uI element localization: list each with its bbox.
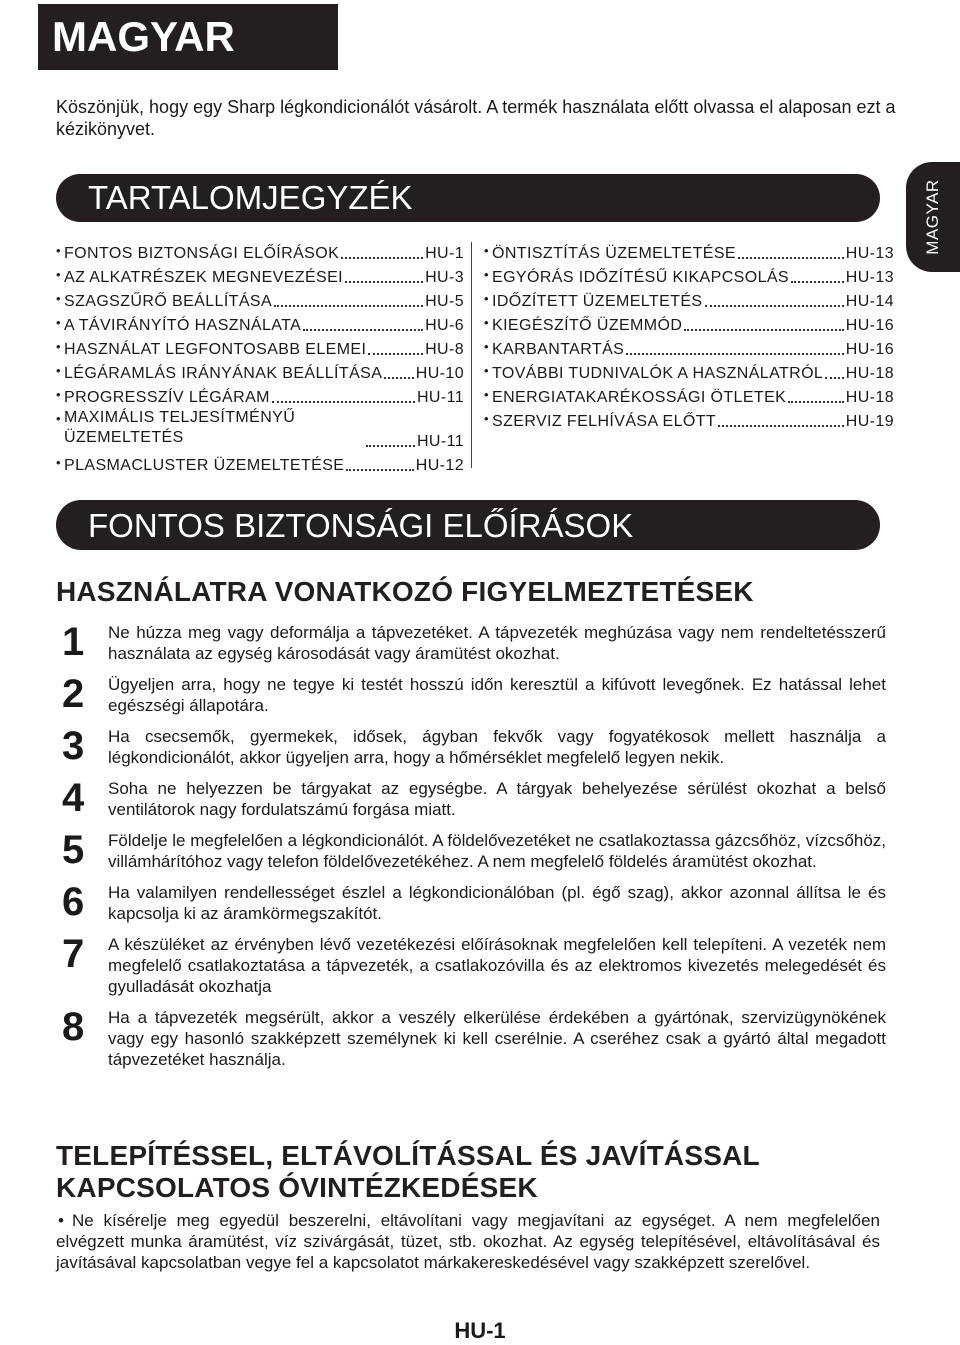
toc-item-page: HU-10 (415, 365, 464, 382)
toc-item-page: HU-5 (425, 293, 464, 310)
toc-item-page: HU-12 (415, 457, 464, 474)
warnings-list (56, 622, 886, 1070)
bullet: • (56, 339, 61, 354)
toc-heading: TARTALOMJEGYZÉK (56, 174, 880, 222)
warning-item (56, 778, 886, 820)
bullet: • (56, 387, 61, 402)
toc-left-column (56, 240, 464, 476)
toc-item-page: HU-6 (425, 317, 464, 334)
toc-item-title: MAXIMÁLIS TELJESÍTMÉNYŰ ÜZEMELTETÉS (64, 409, 296, 446)
bullet: • (484, 243, 489, 258)
warning-item (56, 934, 886, 997)
toc-item-title: FONTOS BIZTONSÁGI ELŐÍRÁSOK (64, 245, 340, 262)
toc-item (56, 288, 464, 312)
side-tab-label: MAGYAR (923, 179, 942, 255)
install-precautions-title: TELEPÍTÉSSEL, ELTÁVOLÍTÁSSAL ÉS JAVÍTÁSSAL KAPCSOLATOS ÓVINTÉZKEDÉSEK (56, 1140, 760, 1203)
toc-item-title: HASZNÁLAT LEGFONTOSABB ELEMEI (64, 341, 367, 358)
toc-item (56, 336, 464, 360)
toc-item-title: ÖNTISZTÍTÁS ÜZEMELTETÉSE (492, 245, 736, 262)
toc-leader-dots (825, 377, 844, 379)
bullet: • (484, 315, 489, 330)
toc-item-page: HU-3 (425, 269, 464, 286)
warning-number: 1 (62, 620, 85, 664)
bullet: • (56, 315, 61, 330)
bullet: • (58, 1211, 64, 1230)
toc-item (56, 264, 464, 288)
toc-leader-dots (684, 329, 843, 331)
toc-item-page: HU-13 (845, 269, 894, 286)
warning-number: 6 (62, 880, 85, 924)
toc-leader-dots (346, 469, 413, 471)
toc-item-title: ENERGIATAKARÉKOSSÁGI ÖTLETEK (492, 389, 787, 406)
toc-leader-dots (384, 377, 413, 379)
warning-number: 4 (62, 776, 85, 820)
toc-leader-dots (705, 305, 844, 307)
toc-item-title: IDŐZÍTETT ÜZEMELTETÉS (492, 293, 703, 310)
install-precautions-text (56, 1210, 880, 1273)
toc-leader-dots (788, 401, 844, 403)
warning-text: Ügyeljen arra, hogy ne tegye ki testét hosszú időn keresztül a kifúvott levegőnek. Ez hatással lehet egészségi állapotára. (108, 675, 886, 715)
toc-item (56, 360, 464, 384)
toc-item-page: HU-13 (845, 245, 894, 262)
toc-item (484, 264, 894, 288)
bullet: • (56, 267, 61, 282)
toc-leader-dots (738, 257, 844, 259)
page-number: HU-1 (454, 1318, 506, 1343)
bullet: • (56, 455, 61, 470)
warning-item (56, 882, 886, 924)
bullet: • (56, 243, 61, 258)
toc-item (484, 288, 894, 312)
toc-item (484, 384, 894, 408)
toc-item-title: AZ ALKATRÉSZEK MEGNEVEZÉSEI (64, 269, 344, 286)
toc-right-column (484, 240, 894, 432)
warning-number: 7 (62, 932, 85, 976)
toc-item (484, 360, 894, 384)
toc-leader-dots (368, 353, 423, 355)
toc-leader-dots (366, 445, 415, 447)
toc-item-page: HU-16 (845, 317, 894, 334)
warnings-title: HASZNÁLATRA VONATKOZÓ FIGYELMEZTETÉSEK (56, 576, 754, 607)
warning-text: A készüléket az érvényben lévő vezetékezési előírásoknak megfelelően kell telepíteni. A vezeték nem megfelelő csatlakoztatása a tápvezeték, a csatlakozóvilla és az elektromos kivezetés melegedését és gyulladását okozhatja (108, 935, 886, 996)
toc-item (56, 312, 464, 336)
warning-item (56, 1007, 886, 1070)
bullet: • (484, 267, 489, 282)
toc-item-page: HU-8 (425, 341, 464, 358)
bullet: • (484, 411, 489, 426)
bullet: • (484, 363, 489, 378)
toc-item-title: TOVÁBBI TUDNIVALÓK A HASZNÁLATRÓL (492, 365, 824, 382)
toc-leader-dots (272, 401, 415, 403)
warning-item (56, 726, 886, 768)
toc-item-title: SZAGSZŰRŐ BEÁLLÍTÁSA (64, 293, 273, 310)
warning-item (56, 830, 886, 872)
bullet: • (484, 387, 489, 402)
toc-leader-dots (791, 281, 844, 283)
toc-item (56, 384, 464, 408)
toc-item (56, 452, 464, 476)
warning-number: 5 (62, 828, 85, 872)
toc-item-title: LÉGÁRAMLÁS IRÁNYÁNAK BEÁLLÍTÁSA (64, 365, 383, 382)
toc-divider (471, 242, 472, 468)
warning-number: 2 (62, 672, 85, 716)
toc-item-title: EGYÓRÁS IDŐZÍTÉSŰ KIKAPCSOLÁS (492, 269, 790, 286)
warning-text: Ha a tápvezeték megsérült, akkor a veszély elkerülése érdekében a gyártónak, szervizügynökének vagy egy hasonló szakképzett személynek ki kell cserélnie. A cseréhez csak a gyártó által megadott tápvezetéket használja. (108, 1008, 886, 1069)
toc-item-title: PLASMACLUSTER ÜZEMELTETÉSE (64, 457, 345, 474)
language-banner: MAGYAR (38, 4, 338, 70)
bullet: • (484, 339, 489, 354)
toc-item-page: HU-1 (425, 245, 464, 262)
toc-leader-dots (626, 353, 844, 355)
toc-item-page: HU-11 (416, 433, 464, 450)
toc-item (56, 240, 464, 264)
toc-leader-dots (341, 257, 423, 259)
toc-item (484, 240, 894, 264)
toc-item (484, 312, 894, 336)
toc-item-title: KARBANTARTÁS (492, 341, 625, 358)
toc-item-page: HU-18 (845, 365, 894, 382)
install-precautions-body: Ne kísérelje meg egyedül beszerelni, eltávolítani vagy megjavítani az egységet. A nem megfelelően elvégzett munka áramütést, víz szivárgását, tüzet, stb. okozhat. Az egység telepítésével, eltávolításával és javításával kapcsolatban vegye fel a kapcsolatot márkakereskedésével vagy szakképzett szerelővel. (56, 1211, 880, 1272)
toc-leader-dots (274, 305, 423, 307)
warning-text: Ha csecsemők, gyermekek, idősek, ágyban fekvők vagy fogyatékosok mellett használja a légkondicionálót, akkor ügyeljen arra, hogy a hőmérséklet megfelelő legyen nekik. (108, 727, 886, 767)
toc-item-page: HU-16 (845, 341, 894, 358)
toc-item (56, 408, 464, 452)
safety-heading: FONTOS BIZTONSÁGI ELŐÍRÁSOK (56, 500, 880, 550)
bullet: • (56, 411, 61, 426)
bullet: • (56, 363, 61, 378)
bullet: • (484, 291, 489, 306)
toc-item-page: HU-14 (845, 293, 894, 310)
toc-leader-dots (345, 281, 423, 283)
toc-item (484, 336, 894, 360)
warning-number: 3 (62, 724, 85, 768)
intro-text: Köszönjük, hogy egy Sharp légkondicionálót vásárolt. A termék használata előtt olvassa el alaposan ezt a kézikönyvet. (56, 97, 896, 139)
toc-item-title: PROGRESSZÍV LÉGÁRAM (64, 389, 270, 406)
warning-text: Ha valamilyen rendellességet észlel a légkondicionálóban (pl. égő szag), akkor azonnal állítsa le és kapcsolja ki az áramkörmegszakítót. (108, 883, 886, 923)
warning-text: Soha ne helyezzen be tárgyakat az egységbe. A tárgyak behelyezése sérülést okozhat a belső ventilátorok nagy fordulatszámú forgása miatt. (108, 779, 886, 819)
language-side-tab (906, 162, 960, 272)
toc-item-page: HU-18 (845, 389, 894, 406)
toc-item-title: KIEGÉSZÍTŐ ÜZEMMÓD (492, 317, 683, 334)
toc-leader-dots (303, 329, 423, 331)
toc-item-title: SZERVIZ FELHÍVÁSA ELŐTT (492, 413, 717, 430)
warning-number: 8 (62, 1005, 85, 1049)
toc-item (484, 408, 894, 432)
warning-item (56, 674, 886, 716)
toc-leader-dots (718, 425, 844, 427)
toc-item-page: HU-19 (845, 413, 894, 430)
bullet: • (56, 291, 61, 306)
warning-item (56, 622, 886, 664)
toc-item-page: HU-11 (416, 389, 464, 406)
warning-text: Ne húzza meg vagy deformálja a tápvezetéket. A tápvezeték meghúzása vagy nem rendeltetésszerű használata az egység károsodását vagy áramütést okozhat. (108, 623, 886, 663)
toc-item-title: A TÁVIRÁNYÍTÓ HASZNÁLATA (64, 317, 302, 334)
warning-text: Földelje le megfelelően a légkondicionálót. A földelővezetéket ne csatlakoztassa gázcsőhöz, vízcsőhöz, villámhárítóhoz vagy telefon földelővezetékéhez. A nem megfelelő földelés áramütést okozhat. (108, 831, 886, 871)
